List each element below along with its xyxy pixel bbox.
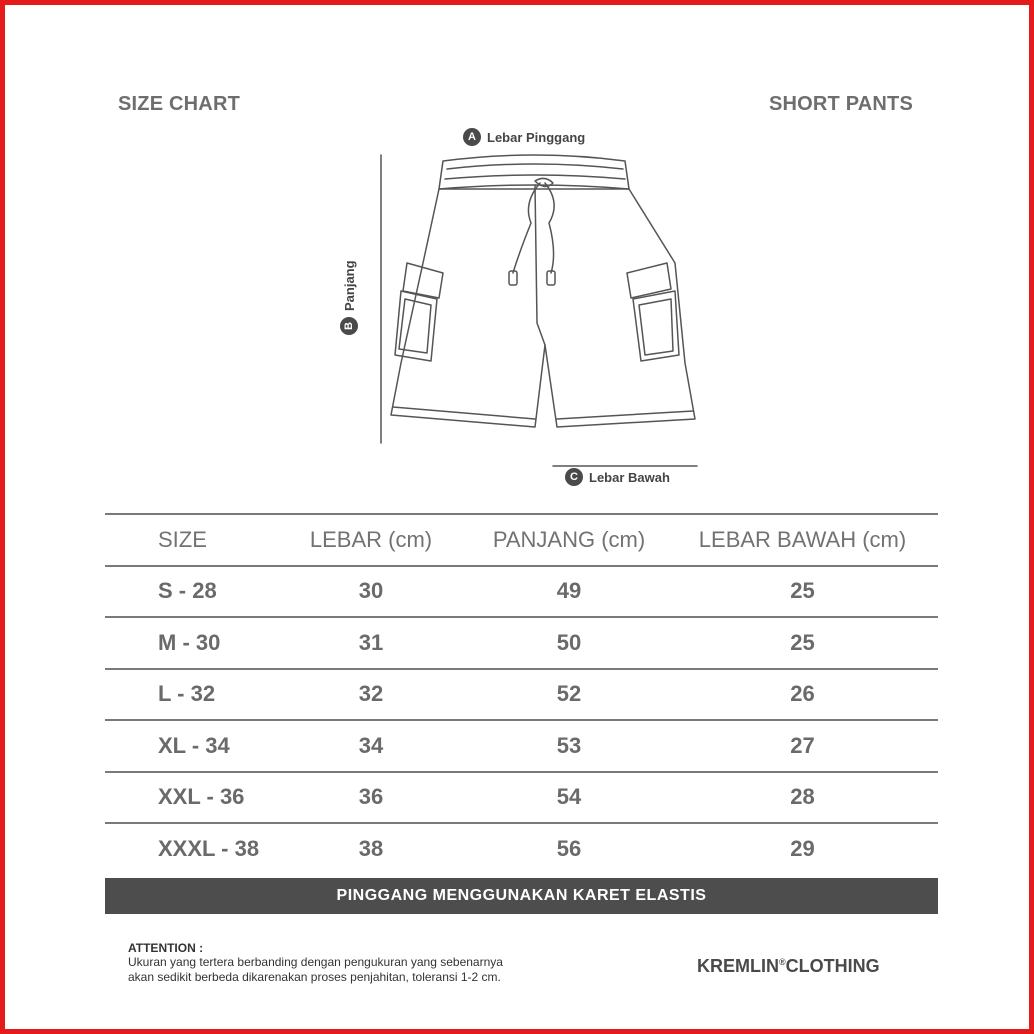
label-lebar-pinggang	[463, 128, 585, 146]
header-lebar-bawah: LEBAR BAWAH (cm)	[698, 526, 907, 552]
marker-b-icon: B	[340, 317, 358, 335]
cell-lebar-bawah: 27	[790, 732, 815, 758]
cell-lebar: 32	[358, 681, 384, 707]
cell-panjang: 52	[556, 681, 582, 707]
cell-size: XXL - 36	[158, 784, 245, 810]
cell-lebar: 38	[358, 835, 384, 861]
brand-name: KREMLIN	[697, 956, 779, 976]
registered-mark: ®	[779, 957, 786, 967]
label-a-text: Lebar Pinggang	[487, 129, 586, 145]
label-c-text: Lebar Bawah	[589, 469, 670, 485]
size-chart-title: SIZE CHART	[118, 93, 240, 115]
marker-a-icon: A	[463, 128, 481, 146]
attention-title: ATTENTION :	[128, 941, 204, 955]
cell-lebar: 34	[358, 732, 384, 758]
table-row	[105, 771, 938, 823]
attention-line-2: akan sedikit berbeda dikarenakan proses penjahitan, toleransi 1-2 cm.	[128, 970, 501, 984]
label-panjang	[340, 260, 358, 335]
header-size: SIZE	[158, 526, 207, 552]
cell-lebar-bawah: 29	[790, 835, 815, 861]
cell-panjang: 50	[556, 629, 582, 655]
cell-size: XL - 34	[158, 732, 230, 758]
header-lebar: LEBAR (cm)	[309, 526, 433, 552]
table-row	[105, 565, 938, 617]
table-row	[105, 616, 938, 668]
marker-c-icon: C	[565, 468, 583, 486]
cell-lebar-bawah: 25	[790, 578, 815, 604]
shorts-diagram	[335, 123, 715, 493]
cell-size: M - 30	[158, 629, 221, 655]
cell-panjang: 54	[556, 784, 582, 810]
cell-size: S - 28	[158, 578, 217, 604]
cell-lebar-bawah: 25	[790, 629, 815, 655]
attention-text	[128, 955, 598, 985]
shorts-illustration	[335, 123, 715, 493]
attention-line-1: Ukuran yang tertera berbanding dengan pengukuran yang sebenarnya	[128, 955, 503, 969]
cell-panjang: 56	[556, 835, 582, 861]
table-row	[105, 822, 938, 874]
table-header-row	[105, 513, 938, 565]
cell-size: L - 32	[158, 681, 216, 707]
header-panjang: PANJANG (cm)	[492, 526, 646, 552]
elastic-waist-banner: PINGGANG MENGGUNAKAN KARET ELASTIS	[105, 878, 938, 914]
cell-panjang: 53	[556, 732, 582, 758]
cell-size: XXXL - 38	[158, 835, 260, 861]
table-row	[105, 719, 938, 771]
product-type-title: SHORT PANTS	[768, 93, 913, 115]
brand-logo	[697, 956, 880, 977]
table-row	[105, 668, 938, 720]
cell-lebar: 36	[358, 784, 384, 810]
cell-lebar-bawah: 28	[790, 784, 815, 810]
label-lebar-bawah	[565, 468, 670, 486]
size-table	[105, 513, 938, 874]
label-b-text: Panjang	[341, 260, 357, 311]
brand-suffix: CLOTHING	[785, 956, 880, 976]
cell-lebar-bawah: 26	[790, 681, 815, 707]
cell-lebar: 30	[358, 578, 384, 604]
cell-lebar: 31	[358, 629, 384, 655]
cell-panjang: 49	[556, 578, 582, 604]
